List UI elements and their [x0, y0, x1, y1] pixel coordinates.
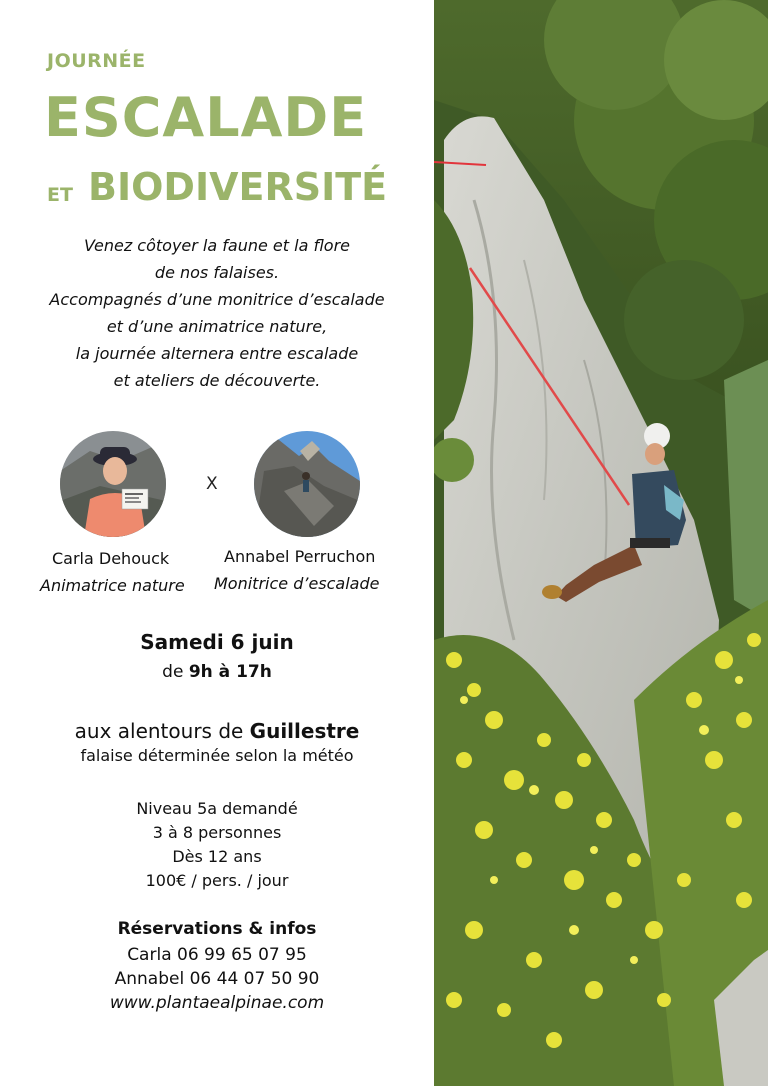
hours-prefix: de	[162, 662, 184, 682]
detail-line: Dès 12 ans	[172, 847, 262, 866]
intro-line: Accompagnés d’une monitrice d’escalade	[49, 290, 385, 309]
intro-line: Venez côtoyer la faune et la flore	[83, 236, 350, 255]
kicker: JOURNÉE	[47, 50, 146, 72]
contact-carla: Carla 06 99 65 07 95	[127, 945, 307, 965]
event-date: Samedi 6 juin	[140, 630, 294, 654]
intro-line: de nos falaises.	[154, 263, 280, 282]
title-et: ET	[47, 184, 73, 206]
intro-text	[0, 232, 434, 394]
person-role-annabel: Monitrice d’escalade	[214, 574, 380, 593]
intro-line: la journée alternera entre escalade	[75, 344, 359, 363]
reservations-title: Réservations & infos	[117, 919, 317, 939]
location-note: falaise déterminée selon la météo	[80, 746, 354, 765]
person-role-carla: Animatrice nature	[40, 576, 185, 595]
intro-line: et d’une animatrice nature,	[106, 317, 328, 336]
title-escalade: ESCALADE	[44, 86, 368, 149]
avatar-annabel	[254, 431, 360, 537]
event-location	[0, 719, 434, 743]
climbing-photo	[434, 0, 768, 1086]
contact-annabel: Annabel 06 44 07 50 90	[114, 969, 320, 989]
person-name-carla: Carla Dehouck	[52, 549, 170, 568]
person-name-annabel: Annabel Perruchon	[224, 547, 376, 566]
detail-line: 3 à 8 personnes	[152, 823, 282, 842]
detail-line: 100€ / pers. / jour	[145, 871, 289, 890]
hours-value: 9h à 17h	[188, 662, 272, 682]
event-hours	[0, 662, 434, 682]
detail-line: Niveau 5a demandé	[136, 799, 298, 818]
avatar-carla	[60, 431, 166, 537]
intro-line: et ateliers de découverte.	[113, 371, 321, 390]
title-biodiversite: BIODIVERSITÉ	[88, 165, 388, 209]
event-details	[0, 797, 434, 893]
website-link[interactable]: www.plantaealpinae.com	[109, 993, 325, 1013]
location-name: Guillestre	[249, 719, 360, 743]
location-prefix: aux alentours de	[74, 719, 244, 743]
reservations-info	[0, 943, 434, 1015]
separator-x: X	[206, 474, 218, 494]
